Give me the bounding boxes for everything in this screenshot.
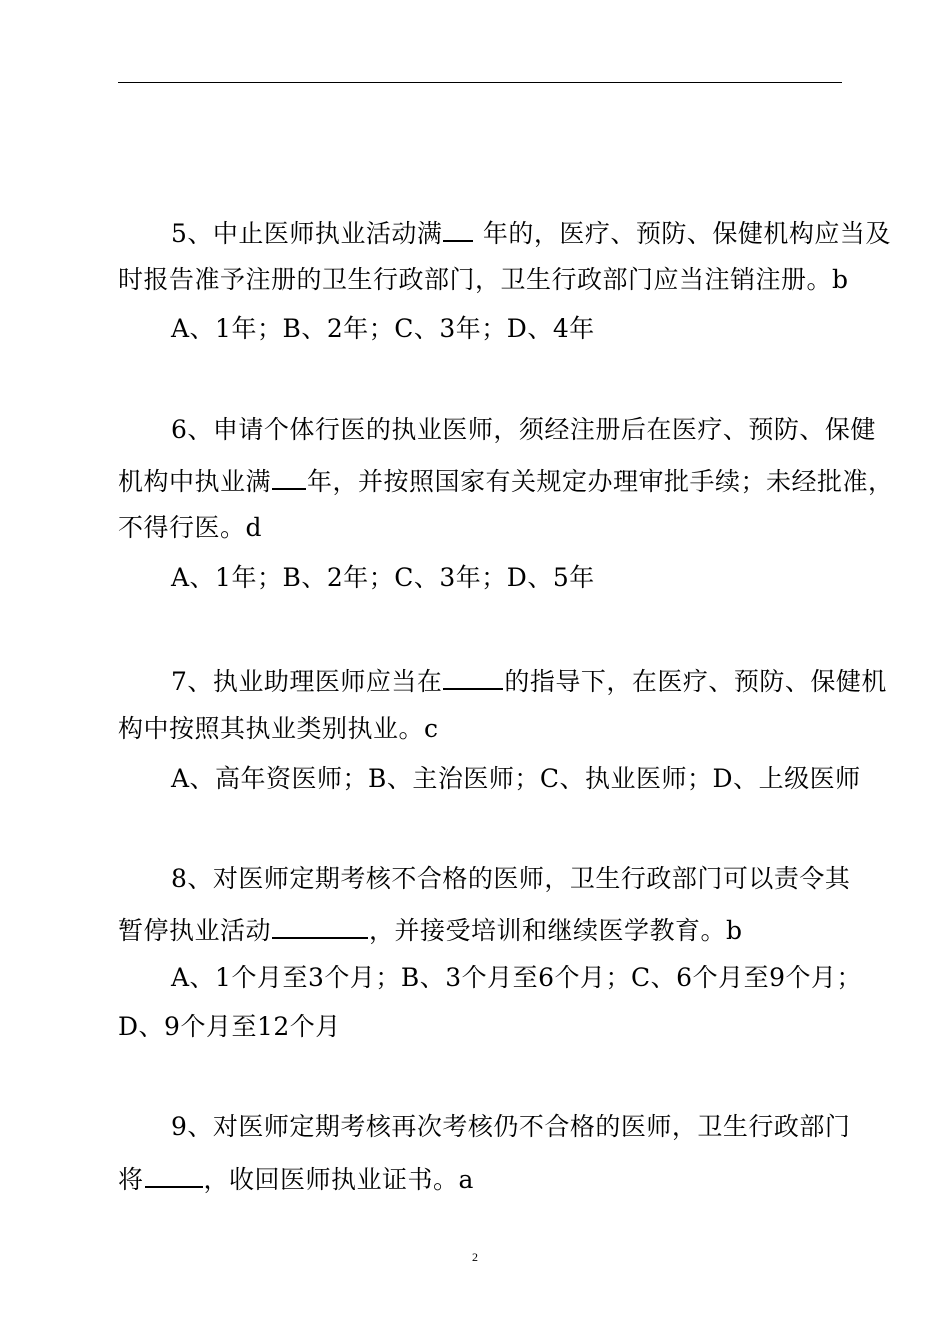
answer-blank (443, 214, 473, 242)
question-9-line-1: 9、对医师定期考核再次考核仍不合格的医师，卫生行政部门 (171, 1112, 851, 1141)
question-7-options: A、高年资医师；B、主治医师；C、执业医师；D、上级医师 (171, 764, 861, 793)
question-6-line-1: 6、申请个体行医的执业医师，须经注册后在医疗、预防、保健 (171, 415, 876, 444)
question-6-line-2: 机构中执业满 年，并按照国家有关规定办理审批手续；未经批准， (118, 462, 842, 499)
header-rule (118, 82, 842, 83)
answer-blank (145, 1160, 203, 1188)
question-5-options: A、1年；B、2年；C、3年；D、4年 (171, 314, 595, 343)
question-7-line-2: 构中按照其执业类别执业。c (118, 714, 439, 743)
question-5-line-1: 5、中止医师执业活动满 年的，医疗、预防、保健机构应当及 (171, 214, 842, 251)
question-8-line-1: 8、对医师定期考核不合格的医师，卫生行政部门可以责令其 (171, 864, 851, 893)
page-number: 2 (472, 1250, 478, 1264)
answer-blank (272, 462, 306, 490)
question-5-line-2: 时报告准予注册的卫生行政部门，卫生行政部门应当注销注册。b (118, 265, 849, 294)
question-6-options: A、1年；B、2年；C、3年；D、5年 (171, 563, 595, 592)
question-9-line-2: 将 ，收回医师执业证书。a (118, 1160, 842, 1197)
question-8-options-1: A、1个月至3个月；B、3个月至6个月；C、6个月至9个月； (171, 963, 862, 992)
question-8-line-2: 暂停执业活动 ，并接受培训和继续医学教育。b (118, 911, 842, 948)
answer-blank (443, 662, 503, 690)
question-8-options-2: D、9个月至12个月 (118, 1012, 341, 1041)
question-7-line-1: 7、执业助理医师应当在 的指导下，在医疗、预防、保健机 (171, 662, 842, 699)
question-6-line-3: 不得行医。d (118, 513, 263, 542)
answer-blank (272, 911, 368, 939)
